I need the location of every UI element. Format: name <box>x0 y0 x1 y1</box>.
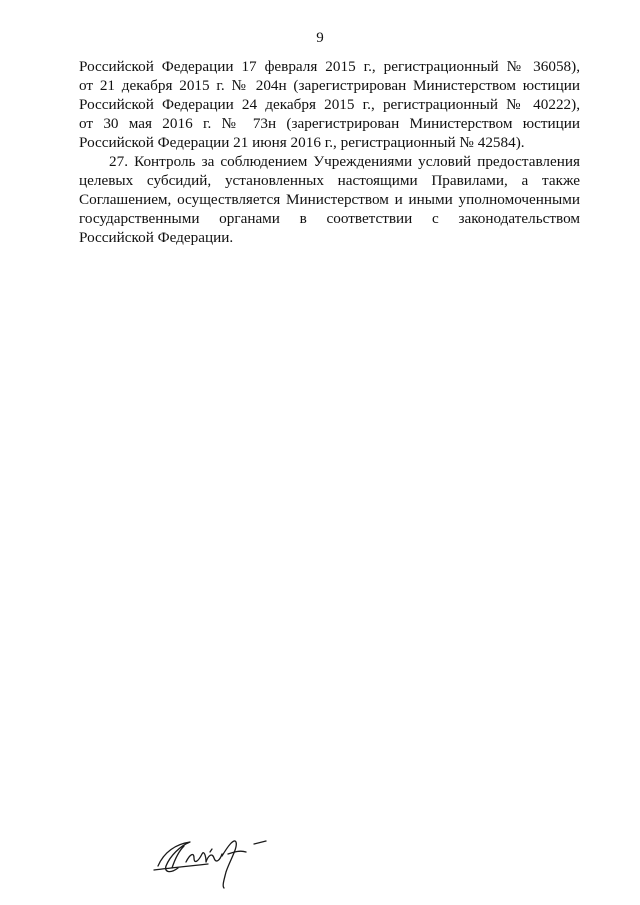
text-line: Соглашением, осуществляется Министерством и иными уполномоченными <box>79 191 580 208</box>
page-number: 9 <box>316 30 324 46</box>
text-line: Российской Федерации 24 декабря 2015 г., регистрационный № 40222), <box>79 96 580 113</box>
text-line: от 30 мая 2016 г. № 73н (зарегистрирован Министерством юстиции <box>79 115 580 132</box>
text-line: от 21 декабря 2015 г. № 204н (зарегистрирован Министерством юстиции <box>79 77 580 94</box>
text-line: Российской Федерации 21 июня 2016 г., регистрационный № 42584). <box>79 134 525 151</box>
paragraph-continued <box>79 57 580 152</box>
text-line: 27. Контроль за соблюдением Учреждениями условий предоставления <box>109 153 580 170</box>
document-body <box>79 57 580 247</box>
signature-icon <box>150 822 300 892</box>
text-line: государственными органами в соответствии с законодательством <box>79 210 580 227</box>
text-line: Российской Федерации 17 февраля 2015 г., регистрационный № 36058), <box>79 58 580 75</box>
paragraph-27 <box>79 152 580 247</box>
text-line: целевых субсидий, установленных настоящими Правилами, а также <box>79 172 580 189</box>
text-line: Российской Федерации. <box>79 229 234 246</box>
